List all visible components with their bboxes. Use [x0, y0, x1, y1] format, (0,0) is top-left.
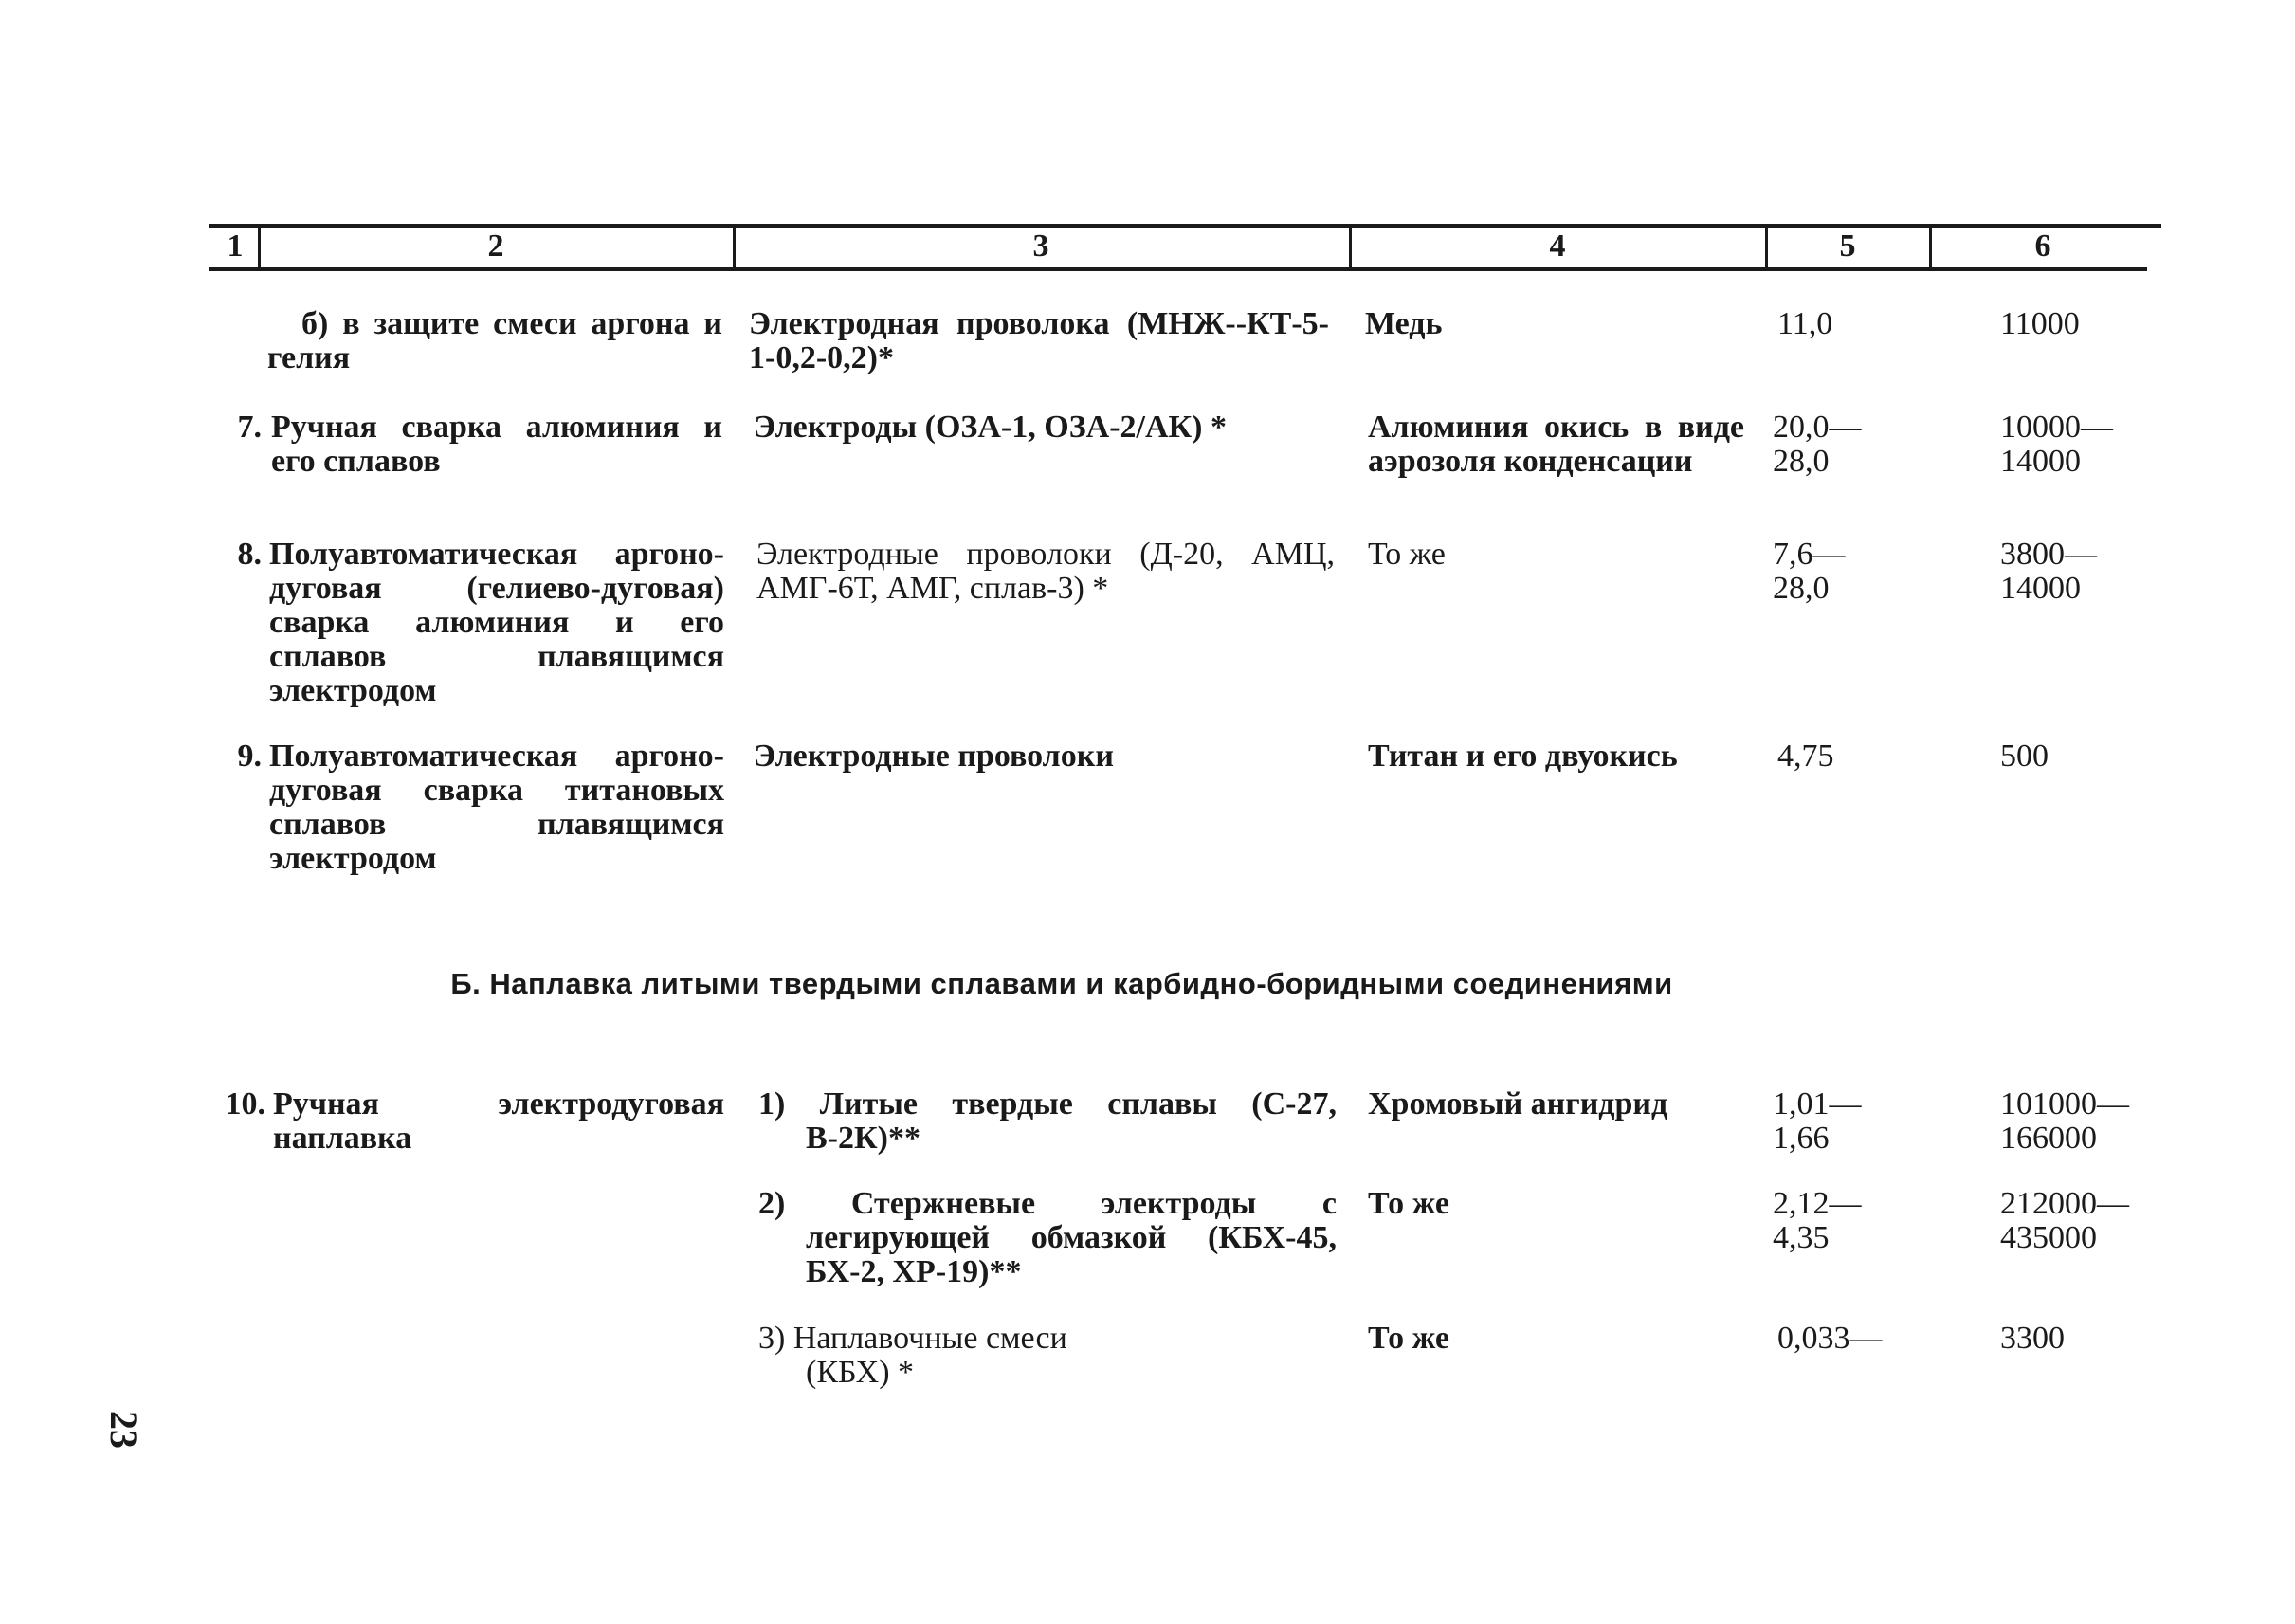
table-cell-row-number: 9. — [237, 739, 262, 774]
table-cell-process: Полуавтоматическая аргоно-дуговая сварка титановых сплавов плавящимся электродом — [269, 739, 724, 876]
table-cell-value-5: 0,033— — [1777, 1321, 1883, 1356]
table-cell-material: Электродные проволоки — [754, 739, 1114, 774]
table-cell-process: Ручная электродуговая наплавка — [273, 1086, 724, 1156]
column-header-5: 5 — [1839, 228, 1856, 264]
table-cell-value-5: 7,6— 28,0 — [1773, 537, 1846, 606]
table-cell-value-6: 500 — [2000, 739, 2049, 774]
table-cell-value-5: 11,0 — [1777, 306, 1833, 341]
table-cell-value-6: 10000— 14000 — [2000, 410, 2113, 479]
header-separator — [1765, 228, 1768, 267]
column-header-3: 3 — [1032, 228, 1049, 264]
column-header-6: 6 — [2034, 228, 2051, 264]
table-cell-value-5: 1,01— 1,66 — [1773, 1086, 1862, 1156]
table-cell-value-5: 2,12— 4,35 — [1773, 1186, 1862, 1255]
table-cell-row-number: 10. — [225, 1086, 265, 1122]
table-cell-value-6: 101000— 166000 — [2000, 1086, 2129, 1156]
header-separator — [1929, 228, 1932, 267]
table-cell-value-5: 4,75 — [1777, 739, 1834, 774]
table-cell-value-6: 3800— 14000 — [2000, 537, 2097, 606]
table-cell-material: Электродные проволоки (Д-20, АМЦ, АМГ-6Т, АМГ, сплав-3) * — [756, 537, 1335, 606]
table-cell-value-5: 20,0— 28,0 — [1773, 410, 1862, 479]
table-cell-process: Полуавтоматическая аргоно-дуговая (гелиево-дуговая) сварка алюминия и его сплавов плавящимся электродом — [269, 537, 724, 708]
table-cell-substance: То же — [1368, 537, 1446, 572]
table-cell-row-number: 8. — [237, 537, 262, 572]
header-separator — [1349, 228, 1352, 267]
table-cell-substance: Хромовый ангидрид — [1368, 1086, 1668, 1122]
header-separator — [733, 228, 736, 267]
table-cell-substance: Титан и его двуокись — [1368, 739, 1678, 774]
table-cell-substance: То же — [1368, 1186, 1449, 1221]
table-cell-material: 2) Стержневые электроды с легирующей обмазкой (КБХ-45, БХ-2, ХР-19)** — [758, 1186, 1337, 1289]
table-cell-process: Ручная сварка алюминия и его сплавов — [271, 410, 722, 479]
table-cell-substance: То же — [1368, 1321, 1449, 1356]
table-cell-material: Электроды (ОЗА-1, ОЗА-2/АК) * — [754, 410, 1227, 445]
table-cell-substance: Медь — [1365, 306, 1443, 341]
section-title: Б. Наплавка литыми твердыми сплавами и карбидно-боридными соединениями — [450, 967, 1673, 1000]
table-cell-value-6: 3300 — [2000, 1321, 2065, 1356]
table-cell-material: 1) Литые твердые сплавы (С-27, В-2К)** — [758, 1086, 1337, 1156]
table-cell-material: 3) Наплавочные смеси (КБХ) * — [758, 1321, 1067, 1390]
table-cell-substance: Алюминия окись в виде аэрозоля конденсации — [1368, 410, 1744, 479]
column-header-4: 4 — [1549, 228, 1566, 264]
table-cell-value-6: 212000— 435000 — [2000, 1186, 2129, 1255]
table-cell-process: б) в защите смеси аргона и гелия — [267, 306, 722, 375]
page-number: 23 — [102, 1411, 145, 1449]
table-cell-material: Электродная проволока (МНЖ--КТ-5-1-0,2-0,2)* — [749, 306, 1329, 375]
column-header-1: 1 — [227, 228, 244, 264]
table-cell-value-6: 11000 — [2000, 306, 2080, 341]
table-cell-row-number: 7. — [237, 410, 262, 445]
header-separator — [258, 228, 261, 267]
column-header-2: 2 — [487, 228, 504, 264]
